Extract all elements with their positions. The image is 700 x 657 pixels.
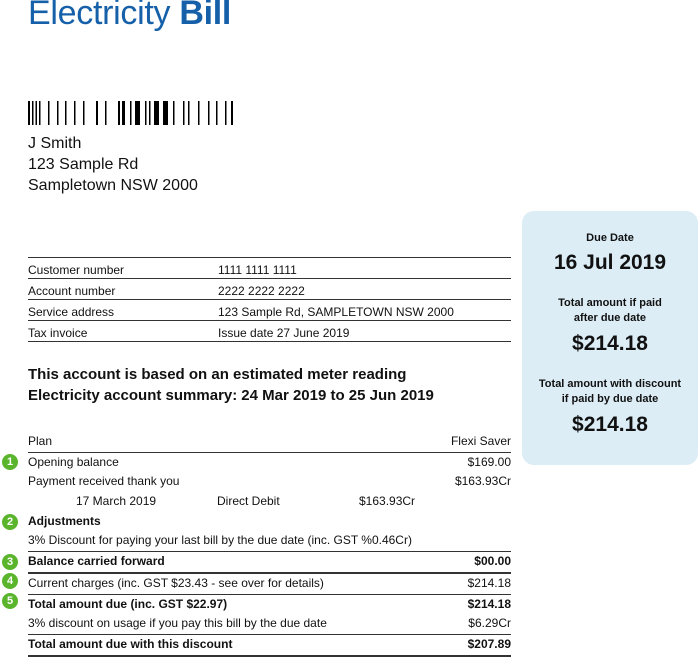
plan-value: Flexi Saver [450,434,511,448]
current-charges-label: Current charges (inc. GST $23.43 - see over for details) [28,575,324,590]
discount-note: 3% Discount for paying your last bill by the due date (inc. GST %0.46Cr) [28,533,412,548]
payment-row [28,472,511,492]
account-notice [28,364,434,406]
info-label: Account number [28,279,218,300]
info-row-account [28,279,511,300]
usage-discount-label: 3% discount on usage if you pay this bill by the due date [28,616,327,631]
payment-detail-row [28,492,511,512]
bill-title [28,0,231,33]
adjustments-row [28,512,511,532]
step-marker-5: 5 [2,593,18,609]
info-label: Customer number [28,258,218,279]
summary-period-heading [28,385,434,406]
payment-method: Direct Debit [217,494,280,509]
total-due-row [28,595,511,615]
balance-value: $00.00 [474,554,511,569]
total-with-discount-row [28,635,511,657]
discount-label-1: Total amount with discount [538,378,682,390]
payment-value: $163.93Cr [454,474,511,489]
info-row-tax-invoice [28,321,511,342]
info-row-service-address [28,300,511,321]
total-due-value: $214.18 [467,596,511,611]
payment-date: 17 March 2019 [76,494,157,509]
payment-amount: $163.93Cr [359,494,416,509]
summary-period: 24 Mar 2019 to 25 Jun 2019 [241,387,434,404]
discount-amount: $214.18 [572,413,648,436]
opening-balance-row [28,453,511,473]
recipient-address [28,133,198,196]
balance-row [28,552,511,574]
summary-label: Electricity account summary: [28,387,238,404]
after-due-label-2: after due date [573,312,647,324]
discount-label-2: if paid by due date [561,393,659,405]
title-prefix: Electricity [28,0,171,32]
account-info-table [28,257,511,342]
step-marker-2: 2 [2,514,18,530]
barcode [28,101,238,125]
plan-row [28,432,511,453]
info-label: Service address [28,300,218,321]
info-row-customer [28,258,511,279]
recipient-name: J Smith [28,135,82,152]
adjustments-label: Adjustments [28,513,101,528]
title-bold: Bill [179,0,232,32]
balance-label: Balance carried forward [28,554,165,569]
info-value: 1111 1111 1111 [218,258,511,279]
usage-discount-value: $6.29Cr [468,616,511,631]
info-value: Issue date 27 June 2019 [218,321,511,342]
plan-label: Plan [28,434,53,448]
after-due-amount: $214.18 [572,332,648,355]
estimated-reading-note: This account is based on an estimated meter reading [28,366,407,383]
current-charges-row [28,574,511,595]
due-date-label: Due Date [586,232,634,244]
due-date-panel [522,211,698,465]
current-charges-value: $214.18 [467,575,511,590]
info-value: 2222 2222 2222 [218,279,511,300]
opening-balance-value: $169.00 [467,454,511,469]
after-due-label-1: Total amount if paid [558,297,662,309]
step-marker-4: 4 [2,573,18,589]
info-label: Tax invoice [28,321,218,342]
usage-discount-row [28,614,511,635]
step-marker-1: 1 [2,454,18,470]
total-with-discount-value: $207.89 [467,636,511,651]
opening-balance-label: Opening balance [28,454,119,469]
payment-label: Payment received thank you [28,474,180,489]
account-summary [28,432,511,657]
step-marker-3: 3 [2,554,18,570]
due-date-value: 16 Jul 2019 [553,251,667,274]
recipient-town: Sampletown NSW 2000 [28,177,198,194]
discount-note-row [28,531,511,552]
total-due-label: Total amount due (inc. GST $22.97) [28,596,228,611]
info-value: 123 Sample Rd, SAMPLETOWN NSW 2000 [218,300,511,321]
total-with-discount-label: Total amount due with this discount [28,636,233,651]
recipient-street: 123 Sample Rd [28,156,139,173]
